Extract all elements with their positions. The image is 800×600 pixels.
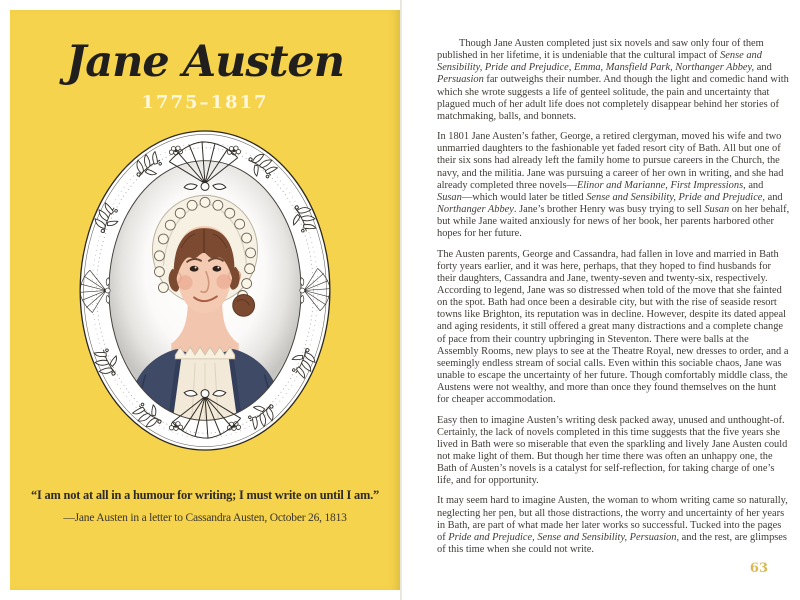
paragraph-4: Easy then to imagine Austen’s writing desk packed away, unused and unthought-of. Certainly, the lack of novels completed in this time suggests that the five years she lived in Bath were so miserable that even the sparkling and lively Jane Austen could not make light of them. But though her time there was often an unhappy one, the Bath of Austen’s novels is a catalyst for self-reflection, for taking charge of one’s life, and for opportunity. xyxy=(437,414,788,487)
author-dates: 1775–1817 xyxy=(141,92,269,114)
paragraph-5: It may seem hard to imagine Austen, the woman to whom writing came so naturally, neglecting her pen, but all those distractions, the worry and uncertainty of her years in Bath, are part of what made her later works so successful. Tucked into the pages of Pride and Prejudice, Sense and Sensibility, Persuasion, and the rest, are glimpses of this time when she could not write. xyxy=(437,495,788,556)
paragraph-1: Though Jane Austen completed just six novels and saw only four of them published in her lifetime, it is undeniable that the cultural impact of Sense and Sensibility, Pride and Prejudice, Emma, Mansfield Park, Northanger Abbey, and Persuasion far outweighs their number. And though the light and comedic hand with which she wrote suggests a life of genteel solitude, the pain and uncertainty that plagued much of her adult life does not completely disappear behind her stories of matchmaking, balls, and bonnets. xyxy=(437,38,789,122)
right-page xyxy=(402,0,800,600)
quote-attribution: —Jane Austen in a letter to Cassandra Austen, October 26, 1813 xyxy=(63,512,347,525)
page-title: Jane Austen xyxy=(65,37,345,87)
pull-quote: “I am not at all in a humour for writing; I must write on until I am.” xyxy=(31,488,379,503)
jane-austen-portrait xyxy=(10,127,400,454)
body-text xyxy=(437,38,790,556)
left-page xyxy=(10,10,400,590)
paragraph-3: The Austen parents, George and Cassandra, had fallen in love and married in Bath forty years earlier, and it was here, perhaps, that they hoped to find husbands for their daughters, Cassandra and Jane, twenty-seven and twenty-six, respectively. According to legend, Jane was so distressed when told of the move that she fainted on the spot. Bath had once been a desirable city, but with the rise of seaside resort towns like Brighton, its reputation was in decline. However, despite its dated appeal and aging residents, it still offered a great many distractions and a complete change of pace from their country upbringing in Steventon. There were balls at the Assembly Rooms, new plays to see at the Theatre Royal, new dresses to order, and a seemingly endless stream of social calls. Even within this sociable chaos, Jane was unable to escape the uncertainty of her future. Though comfortably middle class, the Austens were not wealthy, and more than once they found themselves on the hunt for cheaper accommodation. xyxy=(437,248,789,406)
page-number: 63 xyxy=(749,561,768,576)
paragraph-2: In 1801 Jane Austen’s father, George, a retired clergyman, moved his wife and two unmarried daughters to the fashionable yet faded resort city of Bath. All but one of their six sons had already left the family home to pursue careers in the Church, the navy, and the militia. Jane was pursuing a career of her own in writing, and she had already completed three novels—Elinor and Marianne, First Impressions, and Susan—which would later be titled Sense and Sensibility, Pride and Prejudice, and Northanger Abbey. Jane’s brother Henry was busy trying to sell Susan on her behalf, but while Jane waited anxiously for news of her book, her parents harbored other hopes for her future. xyxy=(437,131,790,240)
portrait-illustration xyxy=(76,127,334,454)
